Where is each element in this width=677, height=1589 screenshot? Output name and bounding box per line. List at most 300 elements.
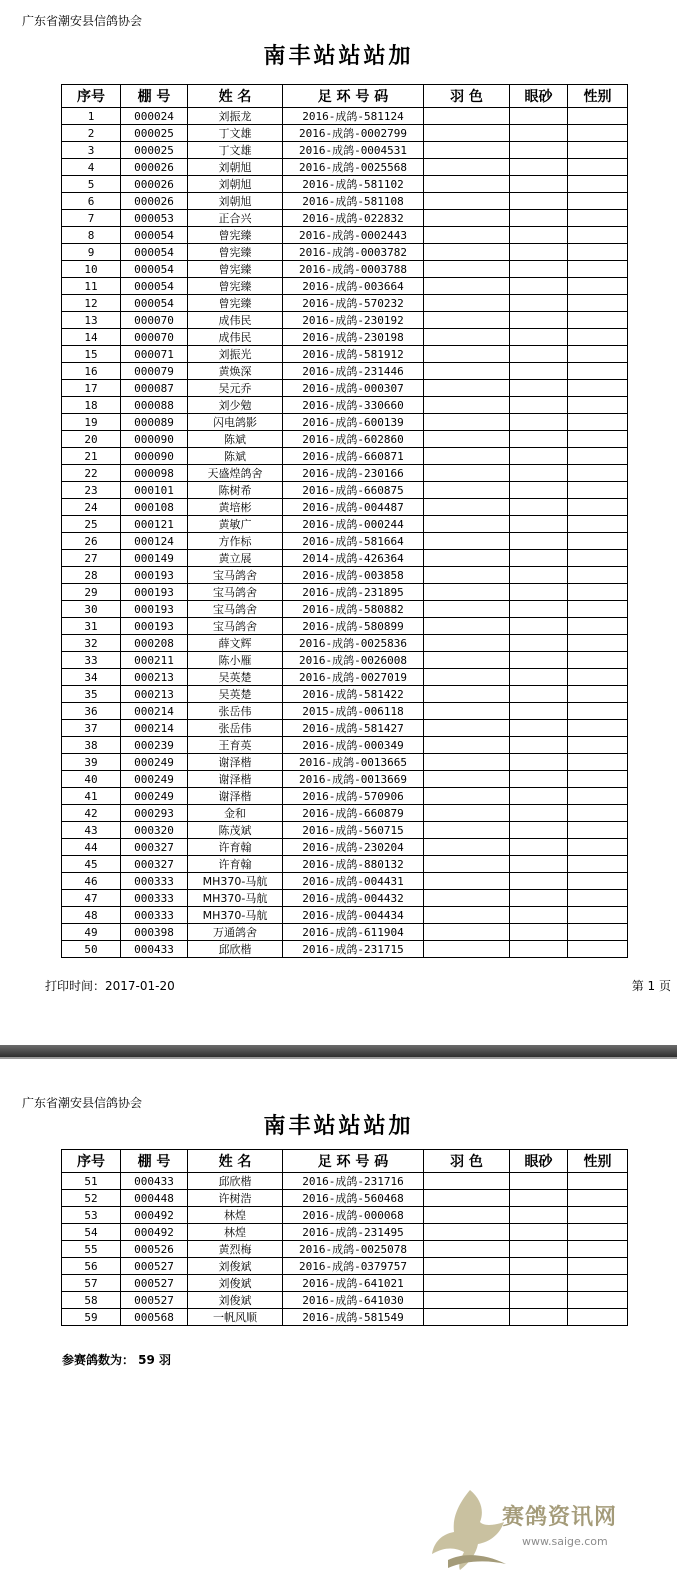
cell-ring: 2016-成鸽-641030 [283,1292,424,1309]
cell-name: 邱欣楷 [188,1173,283,1190]
cell-pen: 000101 [121,482,188,499]
cell-pen: 000433 [121,941,188,958]
cell-eye [510,533,568,550]
cell-color [424,890,510,907]
cell-sex [568,159,628,176]
cell-color [424,907,510,924]
table-row [62,771,628,788]
table-row [62,754,628,771]
cell-eye [510,142,568,159]
cell-pen: 000088 [121,397,188,414]
col-header-pen: 棚 号 [121,85,188,108]
cell-pen: 000079 [121,363,188,380]
col-header-pen: 棚 号 [121,1150,188,1173]
cell-no: 5 [62,176,121,193]
cell-eye [510,108,568,125]
total-count: 参赛鸽数为： 59 羽 [62,1353,172,1367]
cell-name: 成伟民 [188,312,283,329]
col-header-color: 羽 色 [424,1150,510,1173]
cell-sex [568,805,628,822]
cell-no: 1 [62,108,121,125]
col-header-color: 羽 色 [424,85,510,108]
cell-ring: 2016-成鸽-600139 [283,414,424,431]
cell-eye [510,703,568,720]
cell-no: 9 [62,244,121,261]
cell-no: 29 [62,584,121,601]
cell-ring: 2016-成鸽-581912 [283,346,424,363]
cell-sex [568,873,628,890]
table-row [62,210,628,227]
table-row [62,822,628,839]
cell-name: 成伟民 [188,329,283,346]
cell-ring: 2016-成鸽-0025568 [283,159,424,176]
cell-eye [510,312,568,329]
cell-eye [510,499,568,516]
cell-no: 11 [62,278,121,295]
cell-ring: 2016-成鸽-581664 [283,533,424,550]
cell-eye [510,397,568,414]
cell-eye [510,567,568,584]
cell-sex [568,1309,628,1326]
cell-ring: 2016-成鸽-581102 [283,176,424,193]
table-row [62,431,628,448]
cell-ring: 2016-成鸽-0013669 [283,771,424,788]
cell-sex [568,1190,628,1207]
cell-color [424,329,510,346]
cell-pen: 000193 [121,618,188,635]
table-row [62,788,628,805]
table-row [62,193,628,210]
cell-sex [568,380,628,397]
cell-name: 谢泽楷 [188,771,283,788]
cell-sex [568,1292,628,1309]
cell-pen: 000527 [121,1292,188,1309]
cell-no: 52 [62,1190,121,1207]
cell-eye [510,550,568,567]
cell-color [424,754,510,771]
cell-name: 许育翰 [188,856,283,873]
cell-eye [510,737,568,754]
cell-pen: 000090 [121,431,188,448]
cell-ring: 2016-成鸽-641021 [283,1275,424,1292]
cell-color [424,1292,510,1309]
cell-pen: 000025 [121,125,188,142]
cell-pen: 000492 [121,1207,188,1224]
cell-name: 丁文雄 [188,142,283,159]
table-row [62,924,628,941]
cell-pen: 000211 [121,652,188,669]
table-row [62,176,628,193]
cell-ring: 2016-成鸽-581422 [283,686,424,703]
cell-no: 50 [62,941,121,958]
table-row [62,1292,628,1309]
cell-sex [568,754,628,771]
cell-ring: 2016-成鸽-581549 [283,1309,424,1326]
cell-eye [510,516,568,533]
cell-color [424,601,510,618]
cell-ring: 2016-成鸽-230198 [283,329,424,346]
table-row [62,465,628,482]
cell-ring: 2016-成鸽-0003788 [283,261,424,278]
col-header-name: 姓 名 [188,1150,283,1173]
cell-ring: 2016-成鸽-602860 [283,431,424,448]
cell-pen: 000249 [121,771,188,788]
cell-sex [568,414,628,431]
cell-ring: 2016-成鸽-560715 [283,822,424,839]
col-header-no: 序号 [62,85,121,108]
cell-ring: 2014-成鸽-426364 [283,550,424,567]
cell-ring: 2016-成鸽-880132 [283,856,424,873]
cell-color [424,210,510,227]
table-row [62,397,628,414]
cell-ring: 2016-成鸽-231895 [283,584,424,601]
cell-eye [510,1275,568,1292]
cell-no: 25 [62,516,121,533]
table-row [62,1258,628,1275]
cell-sex [568,1275,628,1292]
cell-no: 45 [62,856,121,873]
cell-eye [510,635,568,652]
cell-name: 林煌 [188,1224,283,1241]
cell-color [424,397,510,414]
cell-eye [510,686,568,703]
cell-ring: 2016-成鸽-000244 [283,516,424,533]
cell-eye [510,788,568,805]
cell-color [424,924,510,941]
cell-name: 刘朝旭 [188,159,283,176]
cell-eye [510,1173,568,1190]
print-time-value: 2017-01-20 [105,979,175,993]
cell-sex [568,720,628,737]
cell-no: 26 [62,533,121,550]
entry-table [61,84,628,958]
cell-color [424,1241,510,1258]
cell-eye [510,1224,568,1241]
cell-name: 张岳伟 [188,703,283,720]
cell-no: 15 [62,346,121,363]
cell-sex [568,890,628,907]
cell-eye [510,193,568,210]
cell-eye [510,295,568,312]
cell-eye [510,1309,568,1326]
cell-eye [510,822,568,839]
cell-ring: 2016-成鸽-581108 [283,193,424,210]
cell-sex [568,856,628,873]
cell-name: 天盛煌鸽舍 [188,465,283,482]
cell-no: 39 [62,754,121,771]
cell-eye [510,890,568,907]
cell-name: 曾宪臻 [188,261,283,278]
cell-name: 黄烈梅 [188,1241,283,1258]
cell-sex [568,669,628,686]
cell-color [424,720,510,737]
cell-pen: 000527 [121,1258,188,1275]
cell-pen: 000054 [121,244,188,261]
entry-table-body [62,1173,628,1326]
cell-name: 吴英楚 [188,686,283,703]
cell-color [424,295,510,312]
table-row [62,1207,628,1224]
print-time [45,977,175,994]
table-row [62,1224,628,1241]
table-row [62,635,628,652]
cell-ring: 2015-成鸽-006118 [283,703,424,720]
table-row [62,1241,628,1258]
table-row [62,618,628,635]
cell-color [424,176,510,193]
cell-ring: 2016-成鸽-0003782 [283,244,424,261]
cell-pen: 000098 [121,465,188,482]
cell-pen: 000448 [121,1190,188,1207]
cell-name: 宝马鸽舍 [188,584,283,601]
cell-name: 黄敏广 [188,516,283,533]
table-row [62,108,628,125]
table-row [62,312,628,329]
cell-name: 林煌 [188,1207,283,1224]
cell-no: 28 [62,567,121,584]
cell-pen: 000208 [121,635,188,652]
table-row [62,414,628,431]
cell-color [424,142,510,159]
cell-ring: 2016-成鸽-000349 [283,737,424,754]
cell-sex [568,1173,628,1190]
cell-no: 6 [62,193,121,210]
cell-pen: 000054 [121,295,188,312]
cell-name: 谢泽楷 [188,754,283,771]
cell-color [424,618,510,635]
cell-no: 24 [62,499,121,516]
cell-eye [510,380,568,397]
table-row [62,601,628,618]
cell-no: 58 [62,1292,121,1309]
cell-color [424,652,510,669]
cell-eye [510,1292,568,1309]
cell-ring: 2016-成鸽-003664 [283,278,424,295]
cell-pen: 000433 [121,1173,188,1190]
cell-sex [568,465,628,482]
cell-ring: 2016-成鸽-0027019 [283,669,424,686]
cell-sex [568,822,628,839]
cell-name: 宝马鸽舍 [188,601,283,618]
cell-name: 谢泽楷 [188,788,283,805]
cell-no: 21 [62,448,121,465]
cell-sex [568,1241,628,1258]
cell-no: 34 [62,669,121,686]
cell-name: 薛文辉 [188,635,283,652]
cell-ring: 2016-成鸽-0025836 [283,635,424,652]
cell-name: 王育英 [188,737,283,754]
cell-eye [510,805,568,822]
cell-no: 51 [62,1173,121,1190]
col-header-ring: 足 环 号 码 [283,1150,424,1173]
cell-sex [568,227,628,244]
cell-sex [568,125,628,142]
table-row [62,873,628,890]
cell-color [424,822,510,839]
cell-pen: 000526 [121,1241,188,1258]
cell-pen: 000026 [121,176,188,193]
cell-ring: 2016-成鸽-580882 [283,601,424,618]
cell-color [424,1224,510,1241]
table-header [62,85,628,108]
cell-pen: 000090 [121,448,188,465]
cell-pen: 000070 [121,312,188,329]
cell-pen: 000071 [121,346,188,363]
cell-no: 36 [62,703,121,720]
cell-name: 许树浩 [188,1190,283,1207]
cell-eye [510,176,568,193]
cell-ring: 2016-成鸽-231716 [283,1173,424,1190]
cell-color [424,737,510,754]
cell-pen: 000024 [121,108,188,125]
cell-name: 宝马鸽舍 [188,618,283,635]
cell-name: 金和 [188,805,283,822]
cell-sex [568,448,628,465]
cell-color [424,108,510,125]
cell-name: 正合兴 [188,210,283,227]
cell-eye [510,584,568,601]
cell-color [424,312,510,329]
cell-sex [568,924,628,941]
cell-sex [568,907,628,924]
cell-eye [510,924,568,941]
cell-pen: 000333 [121,890,188,907]
cell-pen: 000327 [121,839,188,856]
col-header-name: 姓 名 [188,85,283,108]
cell-name: 曾宪臻 [188,278,283,295]
cell-name: 邱欣楷 [188,941,283,958]
cell-eye [510,210,568,227]
cell-name: 黄立展 [188,550,283,567]
cell-color [424,533,510,550]
cell-pen: 000333 [121,873,188,890]
cell-eye [510,1258,568,1275]
cell-no: 44 [62,839,121,856]
cell-pen: 000025 [121,142,188,159]
cell-no: 13 [62,312,121,329]
cell-pen: 000054 [121,227,188,244]
cell-name: 宝马鸽舍 [188,567,283,584]
pigeon-logo-icon [430,1482,510,1572]
cell-pen: 000053 [121,210,188,227]
cell-ring: 2016-成鸽-560468 [283,1190,424,1207]
cell-pen: 000089 [121,414,188,431]
cell-color [424,1258,510,1275]
cell-eye [510,601,568,618]
table-row [62,142,628,159]
cell-ring: 2016-成鸽-0004531 [283,142,424,159]
cell-eye [510,244,568,261]
cell-name: 方作标 [188,533,283,550]
cell-sex [568,244,628,261]
cell-sex [568,652,628,669]
table-row [62,533,628,550]
cell-eye [510,159,568,176]
cell-color [424,380,510,397]
cell-sex [568,601,628,618]
table-row [62,329,628,346]
table-row [62,686,628,703]
cell-pen: 000568 [121,1309,188,1326]
watermark-site-name: 赛鸽资讯网 [502,1505,618,1530]
cell-eye [510,227,568,244]
cell-sex [568,278,628,295]
cell-no: 8 [62,227,121,244]
cell-sex [568,941,628,958]
cell-ring: 2016-成鸽-230166 [283,465,424,482]
table-row [62,244,628,261]
cell-sex [568,312,628,329]
cell-name: 黄培彬 [188,499,283,516]
cell-ring: 2016-成鸽-004434 [283,907,424,924]
cell-color [424,499,510,516]
cell-sex [568,788,628,805]
cell-sex [568,261,628,278]
cell-no: 20 [62,431,121,448]
cell-no: 10 [62,261,121,278]
cell-ring: 2016-成鸽-581124 [283,108,424,125]
cell-name: 刘俊斌 [188,1292,283,1309]
cell-no: 31 [62,618,121,635]
cell-color [424,703,510,720]
cell-ring: 2016-成鸽-0013665 [283,754,424,771]
cell-name: 刘朝旭 [188,193,283,210]
cell-color [424,278,510,295]
cell-name: 陈茂斌 [188,822,283,839]
cell-color [424,567,510,584]
cell-name: 张岳伟 [188,720,283,737]
cell-eye [510,754,568,771]
cell-color [424,227,510,244]
table-row [62,1173,628,1190]
table-row [62,890,628,907]
race-title: 南丰站站站加 [263,43,414,69]
cell-ring: 2016-成鸽-231715 [283,941,424,958]
cell-sex [568,737,628,754]
cell-sex [568,703,628,720]
table-row [62,839,628,856]
cell-eye [510,1241,568,1258]
cell-ring: 2016-成鸽-003858 [283,567,424,584]
cell-pen: 000070 [121,329,188,346]
cell-pen: 000527 [121,1275,188,1292]
cell-name: MH370-马航 [188,890,283,907]
cell-color [424,414,510,431]
cell-sex [568,295,628,312]
col-header-ring: 足 环 号 码 [283,85,424,108]
cell-pen: 000054 [121,261,188,278]
cell-no: 55 [62,1241,121,1258]
cell-ring: 2016-成鸽-231495 [283,1224,424,1241]
cell-name: 一帆风顺 [188,1309,283,1326]
cell-eye [510,839,568,856]
cell-name: MH370-马航 [188,873,283,890]
table-row [62,652,628,669]
cell-ring: 2016-成鸽-660871 [283,448,424,465]
cell-sex [568,482,628,499]
cell-no: 18 [62,397,121,414]
table-row [62,1190,628,1207]
cell-color [424,1207,510,1224]
cell-ring: 2016-成鸽-0379757 [283,1258,424,1275]
cell-name: 刘俊斌 [188,1258,283,1275]
cell-color [424,669,510,686]
cell-ring: 2016-成鸽-230192 [283,312,424,329]
page-separator [0,1045,677,1057]
entry-table [61,1149,628,1326]
cell-ring: 2016-成鸽-330660 [283,397,424,414]
cell-no: 12 [62,295,121,312]
